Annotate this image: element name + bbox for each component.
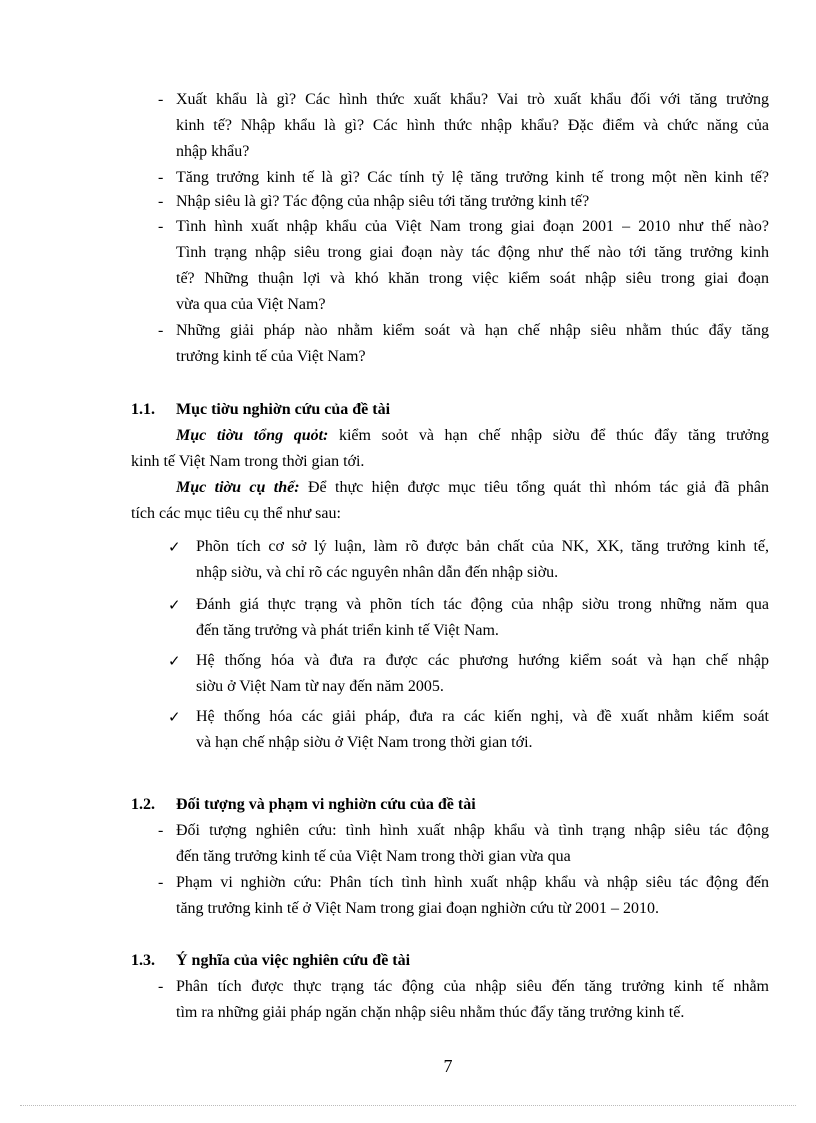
text-line: Đối tượng nghiên cứu: tình hình xuất nhập khẩu và tình trạng nhập siêu tác động — [176, 822, 769, 839]
text-line: nhập khẩu? — [176, 143, 250, 160]
text-line: Tình hình xuất nhập khẩu của Việt Nam trong giai đoạn 2001 – 2010 như thế nào? — [176, 218, 769, 235]
page-number: 7 — [443, 1056, 453, 1076]
check-icon: ✓ — [168, 596, 181, 614]
section-heading: Mục tiờu nghiờn cứu của đề tài — [176, 401, 391, 418]
section-number: 1.3. — [131, 952, 155, 969]
text-line: và hạn chế nhập siờu ở Việt Nam trong thời gian tới. — [196, 734, 533, 751]
check-icon: ✓ — [168, 652, 181, 670]
text-line: Phạm vi nghiờn cứu: Phân tích tình hình xuất nhập khẩu và nhập siêu tác động đến — [176, 874, 769, 891]
text-line: Tình trạng nhập siêu trong giai đoạn này tác động như thế nào tới tăng trưởng kinh — [176, 244, 769, 261]
section-heading: Đối tượng và phạm vi nghiờn cứu của đề tài — [176, 796, 476, 813]
specific-objective-line — [176, 478, 769, 498]
page-bottom-divider — [20, 1105, 796, 1106]
bullet-dash: - — [158, 218, 164, 235]
section-number: 1.2. — [131, 796, 155, 813]
bullet-dash: - — [158, 91, 164, 108]
text-line: trưởng kinh tế của Việt Nam? — [176, 348, 366, 365]
text-line: tăng trưởng kinh tế ở Việt Nam trong giai đoạn nghiờn cứu từ 2001 – 2010. — [176, 900, 659, 917]
text-line: Phõn tích cơ sở lý luận, làm rõ được bản chất của NK, XK, tăng trưởng kinh tế, — [196, 538, 769, 555]
text-line: tìm ra những giải pháp ngăn chặn nhập siêu nhằm thúc đẩy tăng trưởng kinh tế. — [176, 1004, 685, 1021]
text-line: vừa qua của Việt Nam? — [176, 296, 326, 313]
check-icon: ✓ — [168, 538, 181, 556]
text-line: kinh tế Việt Nam trong thời gian tới. — [131, 453, 365, 470]
section-heading: Ý nghĩa của việc nghiên cứu đề tài — [176, 952, 411, 969]
specific-objective-label: Mục tiờu cụ thể: — [176, 479, 300, 496]
text-line: đến tăng trưởng kinh tế của Việt Nam trong thời gian vừa qua — [176, 848, 571, 865]
specific-objective-text: Để thực hiện được mục tiêu tổng quát thì nhóm tác giả đã phân — [299, 479, 770, 496]
bullet-dash: - — [158, 193, 164, 210]
text-line: nhập siờu, và chỉ rõ các nguyên nhân dẫn đến nhập siờu. — [196, 564, 559, 581]
text-line: siờu ở Việt Nam từ nay đến năm 2005. — [196, 678, 444, 695]
text-line: Phân tích được thực trạng tác động của nhập siêu đến tăng trưởng kinh tế nhằm — [176, 978, 769, 995]
text-line: Nhập siêu là gì? Tác động của nhập siêu tới tăng trưởng kinh tế? — [176, 193, 590, 210]
bullet-dash: - — [158, 978, 164, 995]
section-number: 1.1. — [131, 401, 155, 418]
bullet-dash: - — [158, 874, 164, 891]
check-icon: ✓ — [168, 708, 181, 726]
text-line: Hệ thống hóa các giải pháp, đưa ra các kiến nghị, và đề xuất nhằm kiểm soát — [196, 708, 769, 725]
bullet-dash: - — [158, 169, 164, 186]
general-objective-label: Mục tiờu tổng quỏt: — [176, 427, 329, 444]
text-line: tích các mục tiêu cụ thể như sau: — [131, 505, 341, 522]
text-line: đến tăng trưởng và phát triển kinh tế Việt Nam. — [196, 622, 499, 639]
text-line: tế? Những thuận lợi và khó khăn trong việc kiểm soát nhập siêu trong giai đoạn — [176, 270, 769, 287]
text-line: Đánh giá thực trạng và phõn tích tác động của nhập siờu trong những năm qua — [196, 596, 769, 613]
bullet-dash: - — [158, 322, 164, 339]
text-line: Hệ thống hóa và đưa ra được các phương hướng kiểm soát và hạn chế nhập — [196, 652, 769, 669]
text-line: Tăng trưởng kinh tế là gì? Các tính tỷ lệ tăng trưởng kinh tế trong một nền kinh tế? — [176, 169, 769, 186]
text-line: Những giải pháp nào nhằm kiểm soát và hạn chế nhập siêu nhằm thúc đẩy tăng — [176, 322, 769, 339]
text-line: kinh tế? Nhập khẩu là gì? Các hình thức nhập khẩu? Đặc điểm và chức năng của — [176, 117, 769, 134]
text-line: Xuất khẩu là gì? Các hình thức xuất khẩu? Vai trò xuất khẩu đối với tăng trưởng — [176, 91, 769, 108]
general-objective-line — [176, 426, 769, 446]
bullet-dash: - — [158, 822, 164, 839]
general-objective-text: kiểm soỏt và hạn chế nhập siờu để thúc đẩy tăng trưởng — [328, 427, 769, 444]
